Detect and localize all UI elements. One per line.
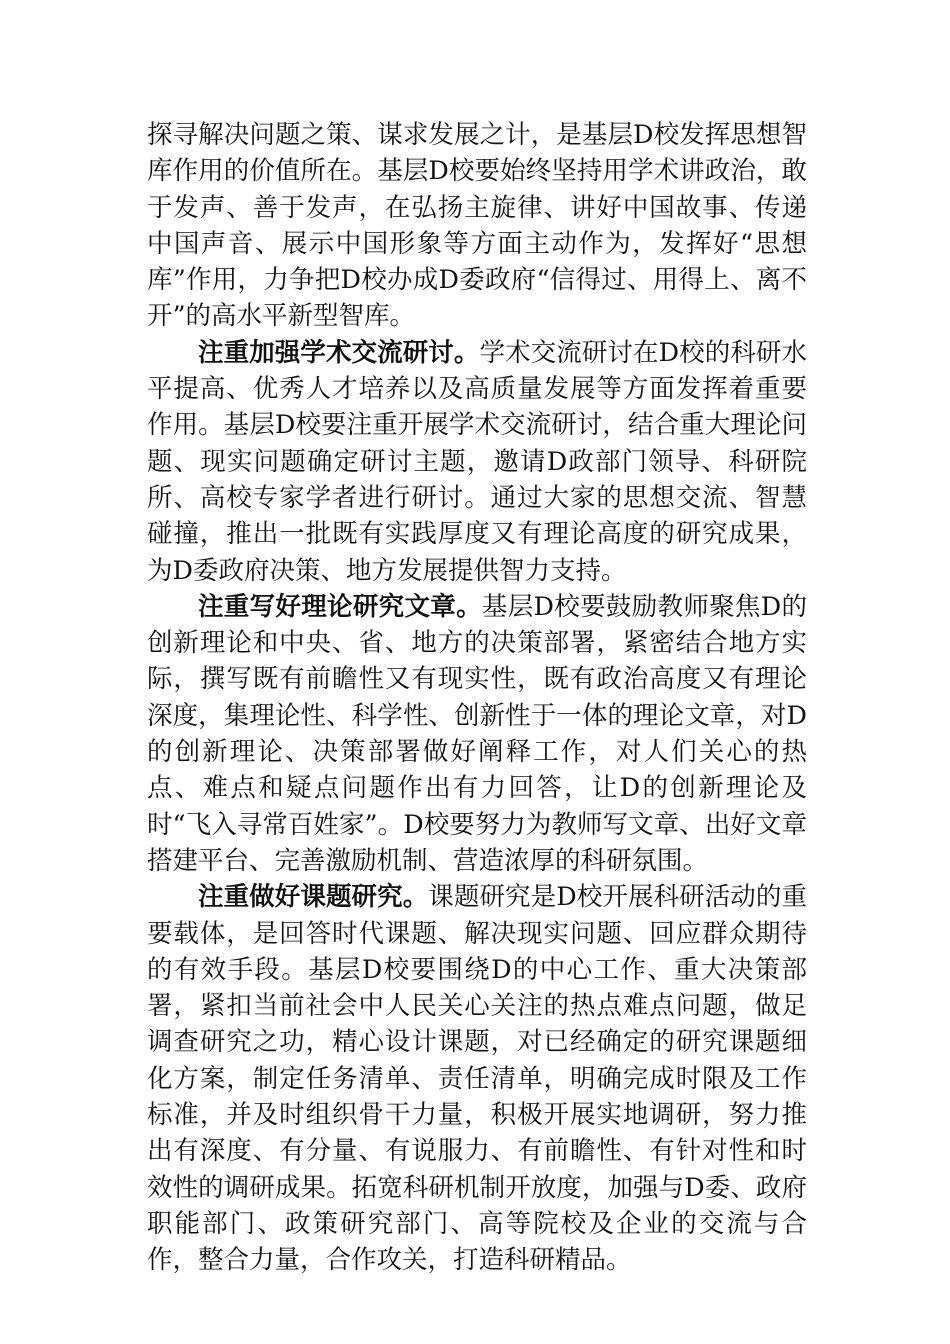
document-body <box>147 117 807 1279</box>
paragraph-4-text: 课题研究是D校开展科研活动的重要载体，是回答时代课题、解决现实问题、回应群众期待的有效手段。基层D校要围绕D的中心工作、重大决策部署，紧扣当前社会中人民关心关注的热点难点问题，做足调查研究之功，精心设计课题，对已经确定的研究课题细化方案，制定任务清单、责任清单，明确完成时限及工作标准，并及时组织骨干力量，积极开展实地调研，努力推出有深度、有分量、有说服力、有前瞻性、有针对性和时效性的调研成果。拓宽科研机制开放度，加强与D委、政府职能部门、政策研究部门、高等院校及企业的交流与合作，整合力量，合作攻关，打造科研精品。 <box>147 882 807 1276</box>
paragraph-2-lead: 注重加强学术交流研讨。 <box>198 337 480 368</box>
paragraph-3 <box>147 589 807 879</box>
paragraph-2-text: 学术交流研讨在D校的科研水平提高、优秀人才培养以及高质量发展等方面发挥着重要作用。基层D校要注重开展学术交流研讨，结合重大理论问题、现实问题确定研讨主题，邀请D政部门领导、科研院所、高校专家学者进行研讨。通过大家的思想交流、智慧碰撞，推出一批既有实践厚度又有理论高度的研究成果，为D委政府决策、地方发展提供智力支持。 <box>147 337 807 586</box>
paragraph-2 <box>147 335 807 589</box>
paragraph-3-lead: 注重写好理论研究文章。 <box>198 591 482 622</box>
paragraph-1-text: 探寻解决问题之策、谋求发展之计，是基层D校发挥思想智库作用的价值所在。基层D校要始终坚持用学术讲政治，敢于发声、善于发声，在弘扬主旋律、讲好中国故事、传递中国声音、展示中国形象等方面主动作为，发挥好“思想库”作用，力争把D校办成D委政府“信得过、用得上、离不开”的高水平新型智库。 <box>147 120 807 332</box>
paragraph-3-text: 基层D校要鼓励教师聚焦D的创新理论和中央、省、地方的决策部署，紧密结合地方实际，撰写既有前瞻性又有现实性，既有政治高度又有理论深度，集理论性、科学性、创新性于一体的理论文章，对D的创新理论、决策部署做好阐释工作，对人们关心的热点、难点和疑点问题作出有力回答，让D的创新理论及时“飞入寻常百姓家”。D校要努力为教师写文章、出好文章搭建平台、完善激励机制、营造浓厚的科研氛围。 <box>147 591 807 876</box>
paragraph-4-lead: 注重做好课题研究。 <box>198 882 429 913</box>
paragraph-4 <box>147 879 807 1278</box>
paragraph-1 <box>147 117 807 335</box>
